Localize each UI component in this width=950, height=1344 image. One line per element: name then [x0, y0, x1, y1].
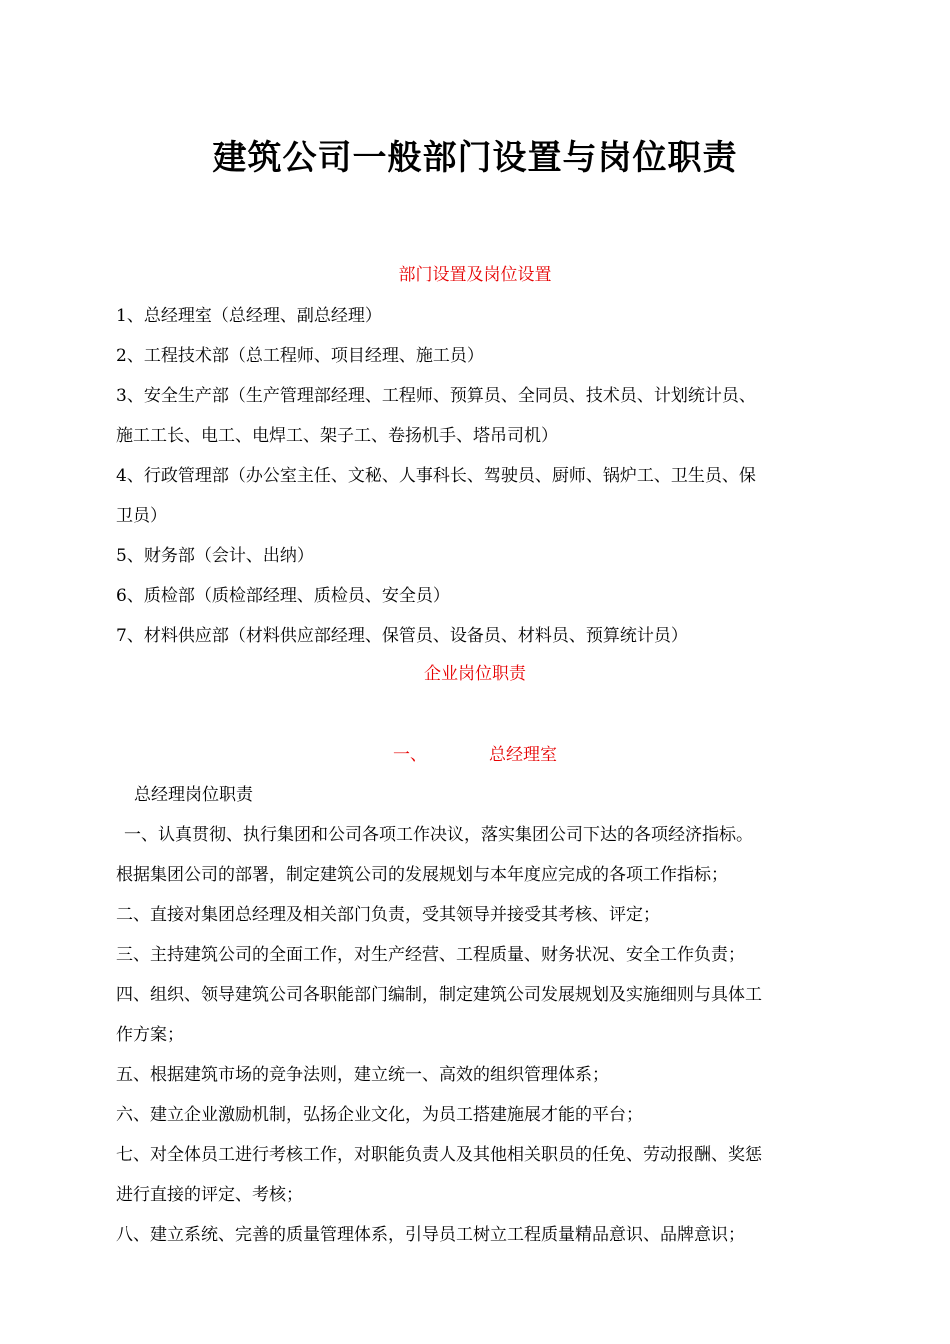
department-item-7: 7、材料供应部（材料供应部经理、保管员、设备员、材料员、预算统计员） [116, 626, 688, 646]
department-list [116, 296, 840, 656]
subsection-heading-gm-office [0, 743, 950, 767]
section-heading-job-duties: 企业岗位职责 [424, 664, 526, 684]
gm-duty-line: 作方案； [116, 1025, 184, 1045]
gm-duties-block [116, 775, 840, 1255]
gm-duty-line: 进行直接的评定、考核； [116, 1185, 303, 1205]
gm-duty-line: 三、主持建筑公司的全面工作，对生产经营、工程质量、财务状况、安全工作负责； [116, 945, 745, 965]
department-item-3: 3、安全生产部（生产管理部经理、工程师、预算员、全同员、技术员、计划统计员、 [116, 386, 756, 406]
gm-duty-line: 七、对全体员工进行考核工作，对职能负责人及其他相关职员的任免、劳动报酬、奖惩 [116, 1145, 762, 1165]
gm-duty-line: 一、认真贯彻、执行集团和公司各项工作决议，落实集团公司下达的各项经济指标。 [124, 825, 753, 845]
gm-duty-line: 六、建立企业激励机制，弘扬企业文化，为员工搭建施展才能的平台； [116, 1105, 643, 1125]
department-item-4-continued: 卫员） [116, 506, 167, 526]
department-item-1: 1、总经理室（总经理、副总经理） [116, 306, 382, 326]
subsection-title: 总经理室 [489, 745, 557, 765]
gm-duty-line: 四、组织、领导建筑公司各职能部门编制，制定建筑公司发展规划及实施细则与具体工 [116, 985, 762, 1005]
subsection-number: 一、 [393, 745, 427, 765]
gm-duty-line: 五、根据建筑市场的竞争法则，建立统一、高效的组织管理体系； [116, 1065, 609, 1085]
gm-duties-title: 总经理岗位职责 [134, 785, 253, 805]
department-item-3-continued: 施工工长、电工、电焊工、架子工、卷扬机手、塔吊司机） [116, 426, 558, 446]
gm-duty-line: 二、直接对集团总经理及相关部门负责，受其领导并接受其考核、评定； [116, 905, 660, 925]
gm-duty-line: 根据集团公司的部署，制定建筑公司的发展规划与本年度应完成的各项工作指标； [116, 865, 728, 885]
department-item-5: 5、财务部（会计、出纳） [116, 546, 314, 566]
department-item-2: 2、工程技术部（总工程师、项目经理、施工员） [116, 346, 484, 366]
department-item-4: 4、行政管理部（办公室主任、文秘、人事科长、驾驶员、厨师、锅炉工、卫生员、保 [116, 466, 756, 486]
department-item-6: 6、质检部（质检部经理、质检员、安全员） [116, 586, 450, 606]
section-heading-department-setup: 部门设置及岗位设置 [398, 265, 552, 285]
gm-duty-line: 八、建立系统、完善的质量管理体系，引导员工树立工程质量精品意识、品牌意识； [116, 1225, 745, 1245]
document-title: 建筑公司一般部门设置与岗位职责 [212, 138, 738, 178]
